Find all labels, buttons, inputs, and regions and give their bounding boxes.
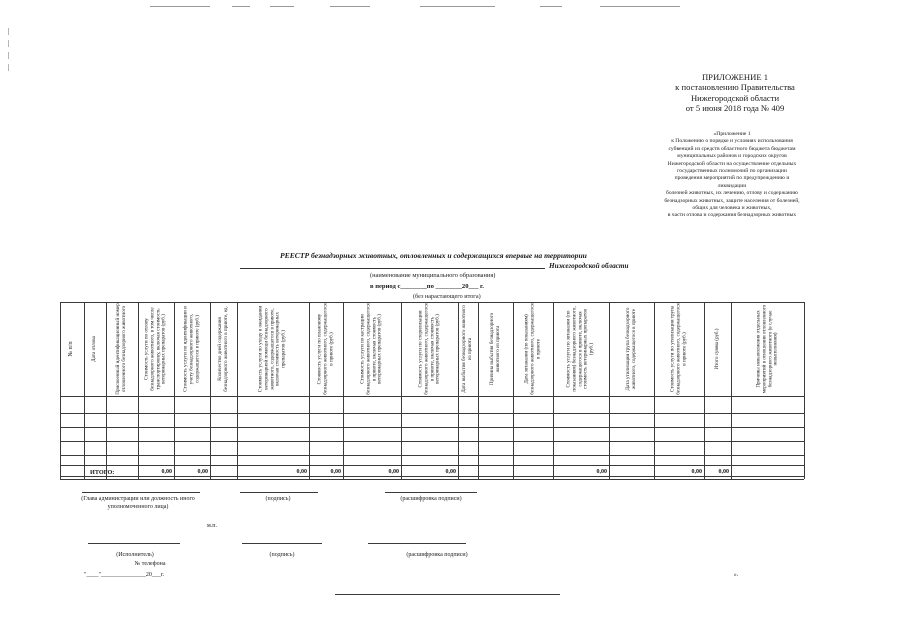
total-value: 0,00 — [330, 469, 341, 475]
head-caption: (Глава администрации или должность иного уполномоченного лица) — [81, 496, 195, 510]
column-header-label: Присвоенный идентификационный номер отловленного безнадзорного животного — [115, 303, 127, 395]
column-header — [106, 302, 138, 396]
table-gridline — [60, 441, 804, 442]
annex-title: ПРИЛОЖЕНИЕ 1 — [701, 72, 769, 82]
column-header — [174, 302, 210, 396]
phone-caption: № телефона — [134, 561, 166, 567]
table-gridline — [84, 302, 85, 479]
column-header — [609, 302, 654, 396]
column-header-label: Стоимость услуги по кастрации безнадзорного животного, содержащегося в приюте, включая стоимость ветеринарных препаратов (руб.) — [359, 303, 383, 395]
column-header-label: Дата выбытия безнадзорного животного из приюта — [461, 305, 473, 393]
table-gridline — [343, 302, 344, 479]
sub-annex-line: к Положению о порядке и условиях использования — [671, 138, 793, 145]
table-gridline — [60, 413, 804, 414]
signature-line — [82, 492, 200, 493]
column-header-label: Стоимость услуги по эвтаназии (по показаниям) безнадзорного животного, содержащегося в приюте, включая стоимость ветеринарных препаратов (руб.) — [565, 306, 595, 392]
table-gridline — [60, 396, 804, 397]
sub-annex-line: государственных полномочий по организации — [677, 168, 787, 175]
column-header — [401, 302, 458, 396]
column-header — [458, 302, 478, 396]
total-value: 0,00 — [445, 469, 456, 475]
sub-annex-line: проведения мероприятий по предупреждению и — [674, 175, 790, 182]
table-gridline — [60, 427, 804, 428]
column-header-label: Дата отлова — [91, 336, 98, 362]
table-gridline — [513, 302, 514, 479]
table-gridline — [731, 302, 732, 479]
column-header — [60, 302, 84, 396]
sub-annex-line: болезней животных, их лечению, отлову и содержанию — [666, 190, 798, 197]
noncumulative-note: (без нарастающего итога) — [413, 293, 481, 300]
column-header — [731, 302, 804, 396]
table-gridline — [138, 302, 139, 479]
decoding-caption: (расшифровка подписи) — [400, 496, 462, 502]
table-gridline — [553, 302, 554, 479]
sub-annex-line: ликвидации — [717, 182, 747, 189]
column-header — [343, 302, 401, 396]
register-table — [60, 302, 804, 479]
column-header-label: Стоимость услуги по уходу в ожидании ветеринарной помощи безнадзорного животного, содержащегося в приюте, включая стоимость ветеринарных препаратов (руб.) — [257, 305, 287, 393]
total-value: 0,00 — [596, 469, 607, 475]
column-header — [210, 302, 237, 396]
annex-line: к постановлению Правительства — [675, 82, 795, 93]
annex-line: Нижегородской области — [690, 92, 780, 103]
table-gridline — [60, 302, 61, 479]
column-header-label: Дата эвтаназии (по показаниям) безнадзорного животного, содержащегося в приюте — [523, 303, 541, 395]
table-gridline — [60, 465, 804, 466]
column-header-label: Стоимость услуги по отлову безнадзорного животного, в том числе транспортировку, включая стоимость ветеринарных препаратов (руб.) — [143, 307, 167, 391]
signature-caption: (подпись) — [265, 496, 291, 502]
register-region: Нижегородской области — [549, 262, 629, 270]
total-value: 0,00 — [388, 469, 399, 475]
footer-line — [335, 594, 560, 595]
column-header-label: Стоимость услуги по утилизации трупа безнадзорного животного, содержащегося в приюте (руб.) — [669, 303, 687, 395]
register-period: в период с________по ________20___ г. — [370, 283, 484, 290]
column-header — [309, 302, 343, 396]
sub-annex-line: в части отлова и содержания безнадзорных животных — [667, 212, 797, 219]
executor-caption: (Исполнитель) — [116, 552, 154, 558]
table-gridline — [174, 302, 175, 479]
sub-annex-line: субвенций из средств областного бюджета бюджетам — [668, 145, 796, 152]
signature-line — [240, 492, 318, 493]
column-header — [704, 302, 731, 396]
column-header-label: Количество дней содержания безнадзорного животного в приюте, ед. — [216, 306, 229, 392]
annex-line: от 5 июня 2018 года № 409 — [685, 103, 785, 114]
signature-line — [385, 492, 477, 493]
column-header-label: Стоимость услуги по плановому безнадзорного животного, содержащегося в приюте (руб.) — [316, 303, 334, 395]
total-value: 0,00 — [197, 469, 208, 475]
table-gridline — [401, 302, 402, 479]
decoding-caption: (расшифровка подписи) — [406, 552, 468, 558]
table-gridline — [60, 479, 804, 480]
column-header-label: Стоимость услуги по стерилизации безнадзорного животного, содержащегося в приюте, включая стоимость ветеринарных препаратов (руб.) — [416, 303, 441, 395]
table-gridline — [237, 302, 238, 479]
sub-annex-header — [612, 131, 852, 220]
stamp-label: м.п. — [206, 523, 217, 529]
table-gridline — [458, 302, 459, 479]
signature-line — [242, 543, 322, 544]
annex-header — [640, 72, 830, 114]
table-gridline — [654, 302, 655, 479]
signature-line — [368, 543, 466, 544]
sub-annex-line: муниципальных районов и городских округов — [677, 153, 787, 160]
signature-line — [88, 543, 180, 544]
table-gridline — [210, 302, 211, 479]
table-gridline — [609, 302, 610, 479]
date-line: "____"_______________20___г. — [84, 572, 165, 578]
total-label: ИТОГО: — [90, 469, 115, 476]
table-gridline — [804, 302, 805, 479]
column-header-label: Причины невыполнения отдельных мероприятий в отношении отловленного безнадзорного животного (в случае невыполнения) — [754, 304, 779, 394]
sub-annex-line: Нижегородской области на осуществление отдельных — [667, 160, 797, 167]
sub-annex-line: общих для человека и животных, — [692, 205, 772, 212]
total-value: 0,00 — [296, 469, 307, 475]
column-header — [138, 302, 174, 396]
column-header-label: Итого сумма (руб.) — [713, 328, 720, 370]
column-header — [478, 302, 513, 396]
closing-mark: ». — [733, 572, 739, 578]
column-header — [654, 302, 704, 396]
table-gridline — [309, 302, 310, 479]
register-title: РЕЕСТР безнадзорных животных, отловленных и содержащихся впервые на территории — [280, 251, 587, 260]
sub-annex-title: «Приложение 1 — [713, 131, 751, 137]
table-gridline — [60, 476, 804, 477]
column-header-label: Дата утилизации трупа безнадзорного животного, содержащегося в приюте — [624, 307, 637, 391]
municipality-fill-line — [240, 268, 545, 269]
column-header-label: Стоимость услуги по идентификации и учету безнадзорного животного, содержащегося в приюте (руб.) — [182, 306, 200, 392]
column-header-label: № п/п — [68, 341, 75, 357]
table-gridline — [60, 455, 804, 456]
table-gridline — [106, 302, 107, 479]
table-gridline — [60, 302, 804, 303]
column-header — [237, 302, 309, 396]
column-header — [553, 302, 609, 396]
signature-caption: (подпись) — [269, 552, 295, 558]
column-header — [84, 302, 106, 396]
column-header — [513, 302, 553, 396]
total-value: 0,00 — [161, 469, 172, 475]
total-value: 0,00 — [691, 469, 702, 475]
total-value: 0,00 — [718, 469, 729, 475]
table-gridline — [478, 302, 479, 479]
sub-annex-line: безнадзорных животных, защите населения от болезней, — [664, 197, 800, 204]
column-header-label: Причина выбытия безнадзорного животного из приюта — [488, 312, 501, 386]
municipality-caption: (наименование муниципального образования) — [370, 272, 496, 279]
table-gridline — [704, 302, 705, 479]
